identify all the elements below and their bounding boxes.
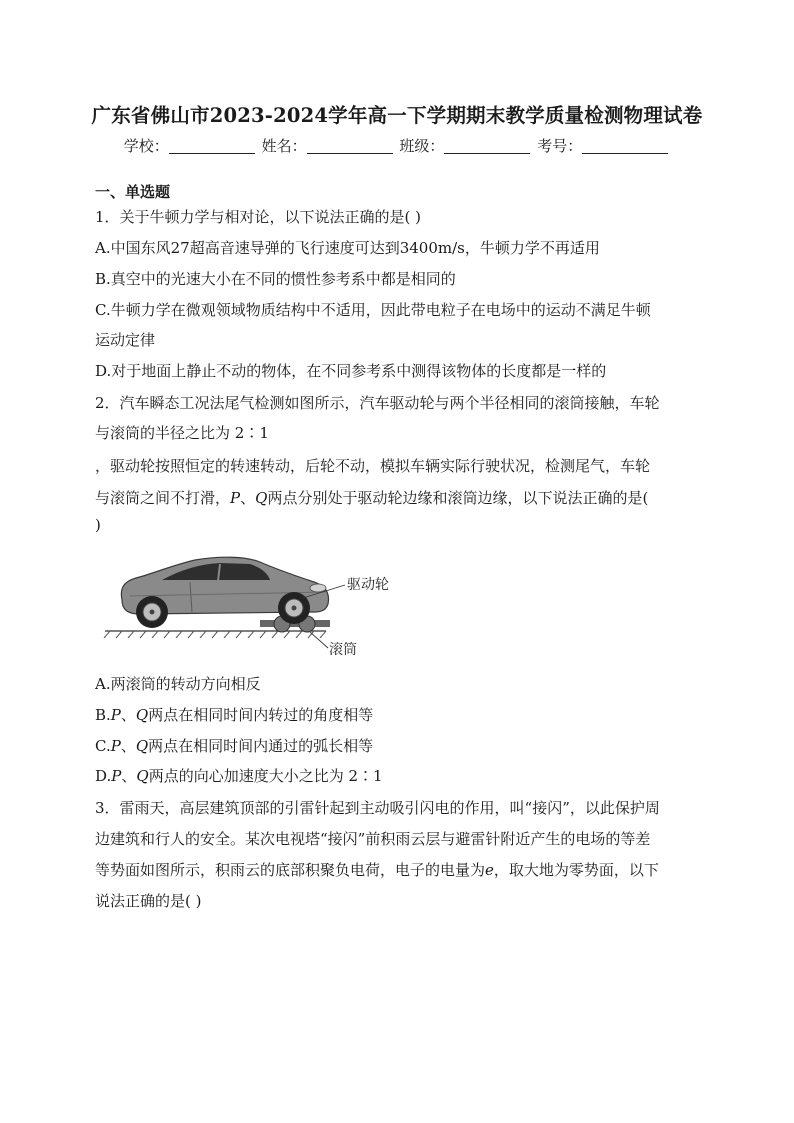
separator: 、 [120, 706, 136, 724]
exam-no-label: 考号： [537, 137, 583, 155]
point-q: Q [135, 706, 149, 724]
point-p: P [110, 706, 121, 724]
q3-stem-line3 [95, 859, 659, 880]
q2-stem-line4 [95, 487, 648, 508]
q3-stem-line4: 说法正确的是( ) [95, 892, 202, 910]
q3-stem-line2: 边建筑和行人的安全。某次电视塔“接闪”前积雨云层与避雷针附近产生的电场的等差 [95, 830, 651, 848]
name-label: 姓名： [261, 137, 307, 155]
exam-title: 广东省佛山市2023-2024学年高一下学期期末教学质量检测物理试卷 [91, 104, 703, 127]
section-title: 一、单选题 [95, 183, 171, 201]
exam-no-blank[interactable] [582, 139, 668, 154]
class-blank[interactable] [444, 139, 530, 154]
drive-wheel-label: 驱动轮 [347, 577, 389, 593]
q3-stem-line1: 3．雷雨天，高层建筑顶部的引雷针起到主动吸引闪电的作用，叫“接闪”，以此保护周 [95, 799, 660, 817]
q2-option-d [95, 765, 383, 786]
q1-stem: 1．关于牛顿力学与相对论，以下说法正确的是( ) [95, 208, 422, 226]
point-q: Q [135, 737, 149, 755]
q2-stem-text: 与滚筒之间不打滑， [95, 489, 231, 507]
symbol-e: e [485, 861, 494, 879]
q2-stem-line1: 2．汽车瞬态工况法尾气检测如图所示，汽车驱动轮与两个半径相同的滚筒接触，车轮 [95, 394, 660, 412]
ground-hatch [104, 631, 326, 638]
option-text: 两点在相同时间内通过的弧长相等 [148, 737, 374, 755]
headlight [310, 584, 326, 592]
separator: 、 [240, 489, 256, 507]
q1-option-b: B.真空中的光速大小在不同的惯性参考系中都是相同的 [95, 270, 456, 288]
point-p: P [230, 489, 241, 507]
q3-stem-text: ，取大地为零势面，以下 [493, 861, 659, 879]
q1-option-c-line2: 运动定律 [95, 331, 156, 349]
q2-option-b [95, 704, 373, 725]
student-info-row [0, 135, 794, 156]
q1-option-c-line1: C.牛顿力学在微观领域物质结构中不适用，因此带电粒子在电场中的运动不满足牛顿 [95, 301, 651, 319]
roller-label: 滚筒 [329, 642, 357, 658]
point-p: P [110, 737, 121, 755]
school-label: 学校： [123, 137, 169, 155]
separator: 、 [120, 737, 136, 755]
car-on-rollers-figure [100, 548, 400, 663]
q3-stem-text: 等势面如图所示，积雨云的底部积聚负电荷，电子的电量为 [95, 861, 486, 879]
option-text: 两点在相同时间内转过的角度相等 [148, 706, 374, 724]
point-p: P [111, 767, 122, 785]
separator: 、 [121, 767, 137, 785]
q1-option-d: D.对于地面上静止不动的物体，在不同参考系中测得该物体的长度都是一样的 [95, 362, 607, 380]
option-letter: B. [95, 706, 111, 724]
option-text: 两点的向心加速度大小之比为 2∶1 [148, 767, 383, 785]
point-q: Q [136, 767, 149, 785]
q1-option-a: A.中国东风27超高音速导弹的飞行速度可达到3400m/s，牛顿力学不再适用 [95, 239, 600, 257]
q2-stem-line5: ) [95, 516, 101, 534]
q2-option-a: A.两滚筒的转动方向相反 [95, 675, 261, 693]
q2-option-c [95, 735, 373, 756]
option-letter: C. [95, 737, 111, 755]
school-blank[interactable] [169, 139, 255, 154]
point-q: Q [255, 489, 268, 507]
q2-stem-line3: ，驱动轮按照恒定的转速转动，后轮不动，模拟车辆实际行驶状况，检测尾气，车轮 [95, 457, 651, 475]
q2-stem-line2: 与滚筒的半径之比为 2∶1 [95, 424, 269, 442]
class-label: 班级： [399, 137, 445, 155]
option-letter: D. [95, 767, 112, 785]
roller-leader [310, 632, 328, 648]
name-blank[interactable] [307, 139, 393, 154]
q2-stem-text: 两点分别处于驱动轮边缘和滚筒边缘，以下说法正确的是( [267, 489, 649, 507]
